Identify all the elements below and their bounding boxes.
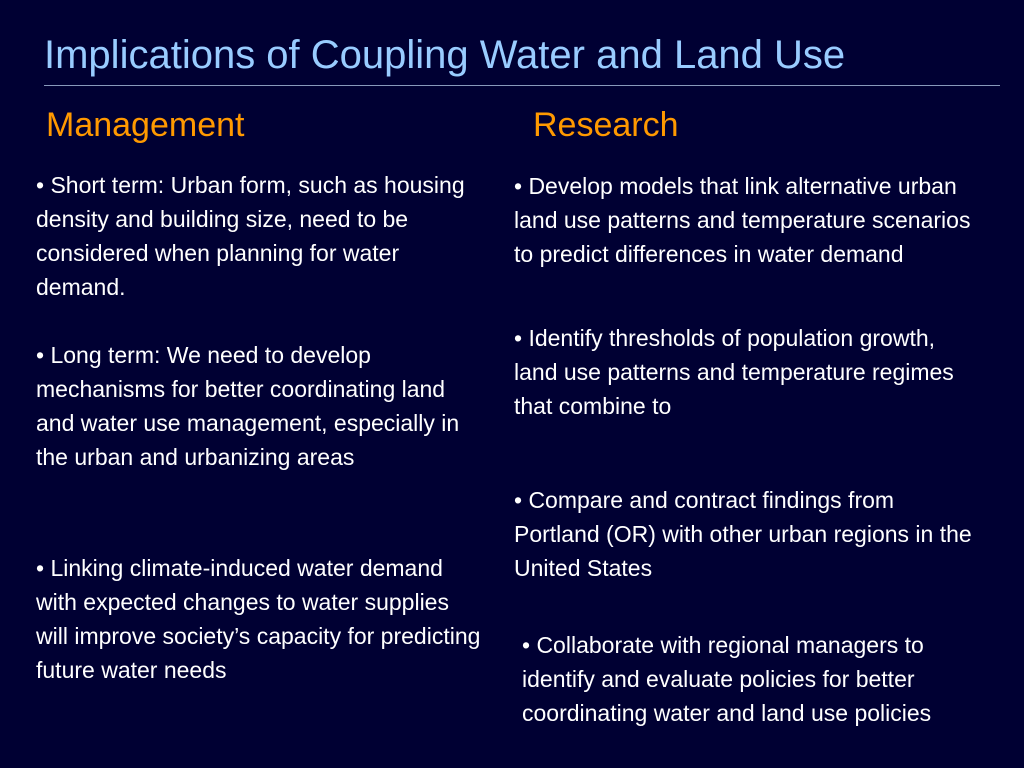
management-heading: Management	[46, 106, 245, 144]
research-bullet-compare: • Compare and contract findings from Portland (OR) with other urban regions in the United States	[514, 487, 972, 581]
title-divider	[44, 85, 1000, 86]
management-bullet-long-term: • Long term: We need to develop mechanisms for better coordinating land and water use management, especially in the urban and urbanizing areas	[36, 342, 460, 470]
slide-title: Implications of Coupling Water and Land Use	[44, 33, 846, 77]
research-heading: Research	[533, 106, 679, 144]
management-bullet-short-term: • Short term: Urban form, such as housing density and building size, need to be considered when planning for water demand.	[36, 172, 465, 300]
research-bullet-models: • Develop models that link alternative urban land use patterns and temperature scenarios to predict differences in water demand	[514, 173, 971, 267]
management-bullet-climate: • Linking climate-induced water demand with expected changes to water supplies will improve society’s capacity for predicting future water needs	[36, 555, 481, 683]
research-bullet-thresholds: • Identify thresholds of population growth, land use patterns and temperature regimes that combine to	[514, 325, 954, 419]
research-bullet-collaborate: • Collaborate with regional managers to identify and evaluate policies for better coordinating water and land use policies	[522, 632, 932, 726]
